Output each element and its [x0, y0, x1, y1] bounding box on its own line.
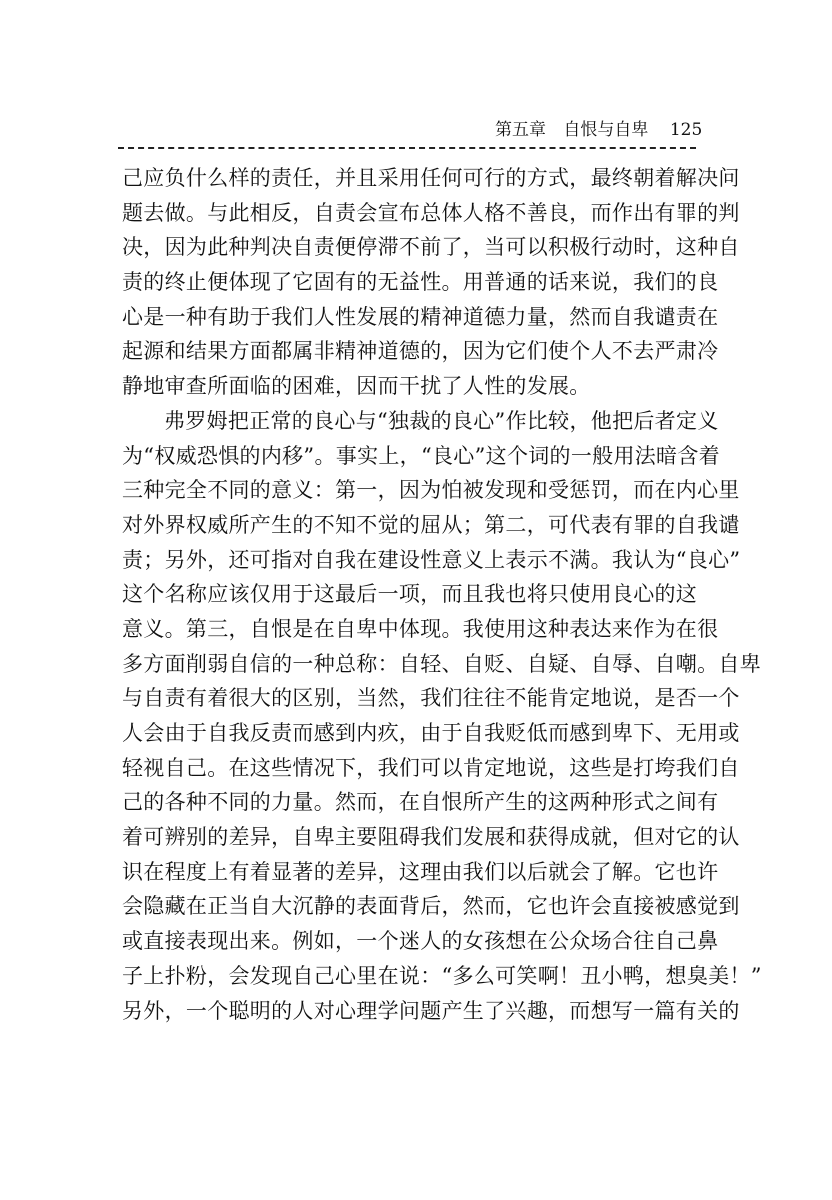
- text-line: 子上扑粉，会发现自己心里在说：“多么可笑啊！丑小鸭，想臭美！”: [122, 963, 762, 988]
- text-line: 对外界权威所产生的不知不觉的屈从；第二，可代表有罪的自我谴: [122, 512, 740, 537]
- chapter-label: 第五章: [495, 120, 546, 140]
- page-number: 125: [669, 120, 703, 140]
- text-line: 静地审查所面临的困难，因而干扰了人性的发展。: [122, 374, 591, 399]
- header-rule: [118, 147, 696, 149]
- text-line: 三种完全不同的意义：第一，因为怕被发现和受惩罚，而在内心里: [122, 478, 740, 503]
- text-line: 这个名称应该仅用于这最后一项，而且我也将只使用良心的这: [122, 582, 698, 607]
- text-line: 己应负什么样的责任，并且采用任何可行的方式，最终朝着解决问: [122, 166, 740, 190]
- text-line: 与自责有着很大的区别，当然，我们往往不能肯定地说，是否一个: [122, 686, 740, 711]
- text-line: 着可辨别的差异，自卑主要阻碍我们发展和获得成就，但对它的认: [122, 825, 740, 850]
- text-line: 或直接表现出来。例如，一个迷人的女孩想在公众场合往自己鼻: [122, 929, 719, 954]
- text-line: 责的终止便体现了它固有的无益性。用普通的话来说，我们的良: [122, 270, 719, 295]
- text-line: 轻视自己。在这些情况下，我们可以肯定地说，这些是打垮我们自: [122, 755, 740, 780]
- text-line: 多方面削弱自信的一种总称：自轻、自贬、自疑、自辱、自嘲。自卑: [122, 651, 761, 676]
- text-line: 识在程度上有着显著的差异，这理由我们以后就会了解。它也许: [122, 859, 719, 884]
- text-line: 心是一种有助于我们人性发展的精神道德力量，然而自我谴责在: [122, 304, 719, 329]
- running-head: [495, 119, 702, 141]
- text-line: 人会由于自我反责而感到内疚，由于自我贬低而感到卑下、无用或: [122, 721, 740, 745]
- text-line: 另外，一个聪明的人对心理学问题产生了兴趣，而想写一篇有关的: [122, 998, 740, 1023]
- text-line: 起源和结果方面都属非精神道德的，因为它们使个人不去严肃冷: [122, 339, 719, 364]
- text-line: 责；另外，还可指对自我在建设性意义上表示不满。我认为“良心”: [122, 547, 741, 572]
- text-line: 题去做。与此相反，自责会宣布总体人格不善良，而作出有罪的判: [122, 200, 740, 225]
- text-line: 意义。第三，自恨是在自卑中体现。我使用这种表达来作为在很: [122, 616, 719, 641]
- text-line: 为“权威恐惧的内移”。事实上，“良心”这个词的一般用法暗含着: [122, 443, 720, 468]
- text-line: 会隐藏在正当自大沉静的表面背后，然而，它也许会直接被感觉到: [122, 894, 740, 919]
- text-line: 己的各种不同的力量。然而，在自恨所产生的这两种形式之间有: [122, 790, 719, 815]
- text-line: 弗罗姆把正常的良心与“独裁的良心”作比较，他把后者定义: [164, 408, 719, 433]
- text-line: 决，因为此种判决自责便停滞不前了，当可以积极行动时，这种自: [122, 235, 740, 260]
- chapter-title: 自恨与自卑: [563, 120, 649, 140]
- body-text: [122, 161, 762, 1028]
